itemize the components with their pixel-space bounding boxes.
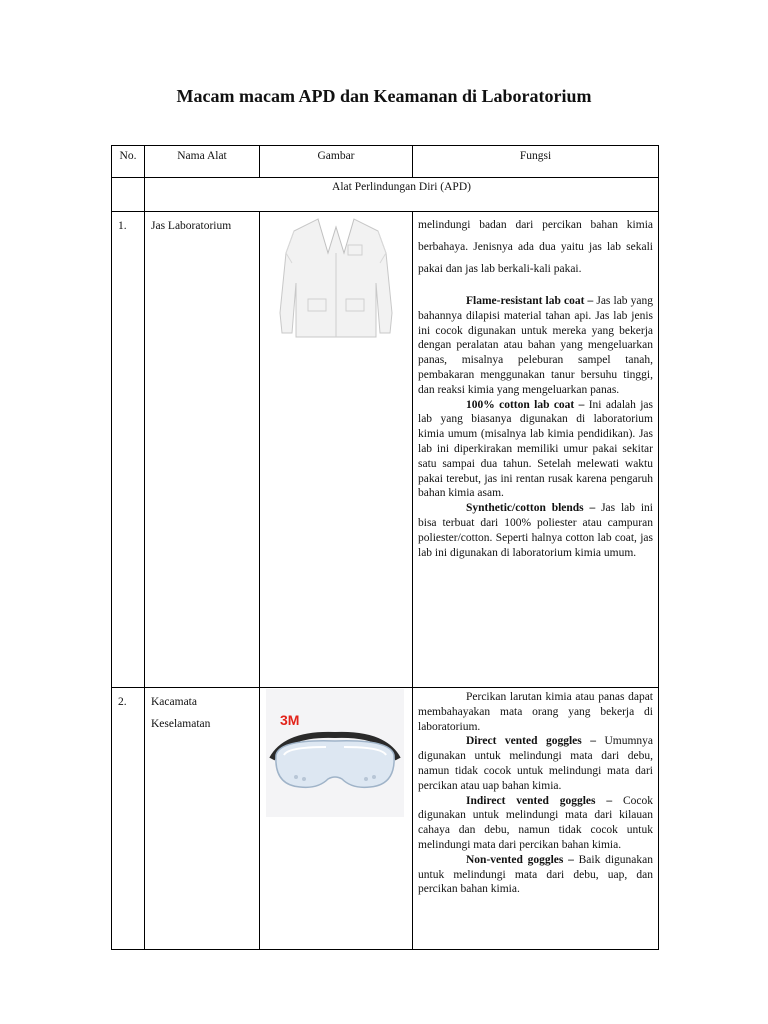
function-cell xyxy=(413,688,659,950)
function-item: Direct vented goggles – Umumnya digunakan untuk melindungi mata dari debu, namun tidak cocok untuk melindungi mata dari percikan atau uap bahan kimia. xyxy=(418,735,653,792)
row-number: 1. xyxy=(112,212,145,688)
safety-goggles-image xyxy=(260,688,413,950)
table-row xyxy=(112,688,659,950)
safety-goggles-image xyxy=(266,689,404,817)
category-empty-cell xyxy=(112,178,145,212)
page-title: Macam macam APD dan Keamanan di Laboratorium xyxy=(176,86,592,106)
category-label: Alat Perlindungan Diri (APD) xyxy=(145,178,659,212)
lab-coat-image xyxy=(266,213,406,343)
header-fungsi: Fungsi xyxy=(413,146,659,178)
lab-coat-image xyxy=(260,212,413,688)
header-nama-alat: Nama Alat xyxy=(145,146,260,178)
function-item: Synthetic/cotton blends – Jas lab ini bisa terbuat dari 100% poliester atau campuran poliester/cotton. Seperti halnya cotton lab coat, jas lab ini digunakan di laboratorium kimia umum. xyxy=(418,502,653,559)
function-intro: melindungi badan dari percikan bahan kimia berbahaya. Jenisnya ada dua yaitu jas lab sekali pakai dan jas lab berkali-kali pakai. xyxy=(418,219,653,275)
function-cell xyxy=(413,212,659,688)
function-item: Non-vented goggles – Baik digunakan untuk melindungi mata dari debu, uap, dan percikan bahan kimia. xyxy=(418,853,654,896)
category-row xyxy=(112,178,659,212)
header-no: No. xyxy=(112,146,145,178)
header-gambar: Gambar xyxy=(260,146,413,178)
function-item: 100% cotton lab coat – Ini adalah jas lab yang biasanya digunakan di laboratorium kimia umum (misalnya lab kimia pendidikan). Jas lab ini diperkirakan memiliki umur pakai sekitar satu sampai dua tahun. Setelah melewati waktu pakai terebut, jas ini rentan rusak karena pengaruh bahan kimia asam. xyxy=(418,398,654,500)
function-item: Percikan larutan kimia atau panas dapat membahayakan mata orang yang bekerja di laboratorium. xyxy=(418,691,653,733)
function-item: Flame-resistant lab coat – Jas lab yang bahannya dilapisi material tahan api. Jas lab jenis ini cocok digunakan untuk mereka yang bekerja dengan peralatan atau bahan yang mengeluarkan panas, misalnya peleburan sampel tanah, pembakaran menggunakan tanur bersuhu tinggi, dan reaksi kimia yang mengeluarkan panas. xyxy=(418,295,653,396)
row-number: 2. xyxy=(112,688,145,950)
apd-table xyxy=(111,145,659,950)
table-header-row xyxy=(112,146,659,178)
tool-name: Jas Laboratorium xyxy=(145,212,260,688)
table-row xyxy=(112,212,659,688)
function-item: Indirect vented goggles – Cocok digunakan untuk melindungi mata dari kilauan cahaya dan debu, namun tidak cocok untuk melindungi mata dari percikan bahan kimia. xyxy=(418,794,653,851)
brand-3m-logo: 3M xyxy=(280,712,300,728)
tool-name: Kacamata Keselamatan xyxy=(145,688,260,950)
